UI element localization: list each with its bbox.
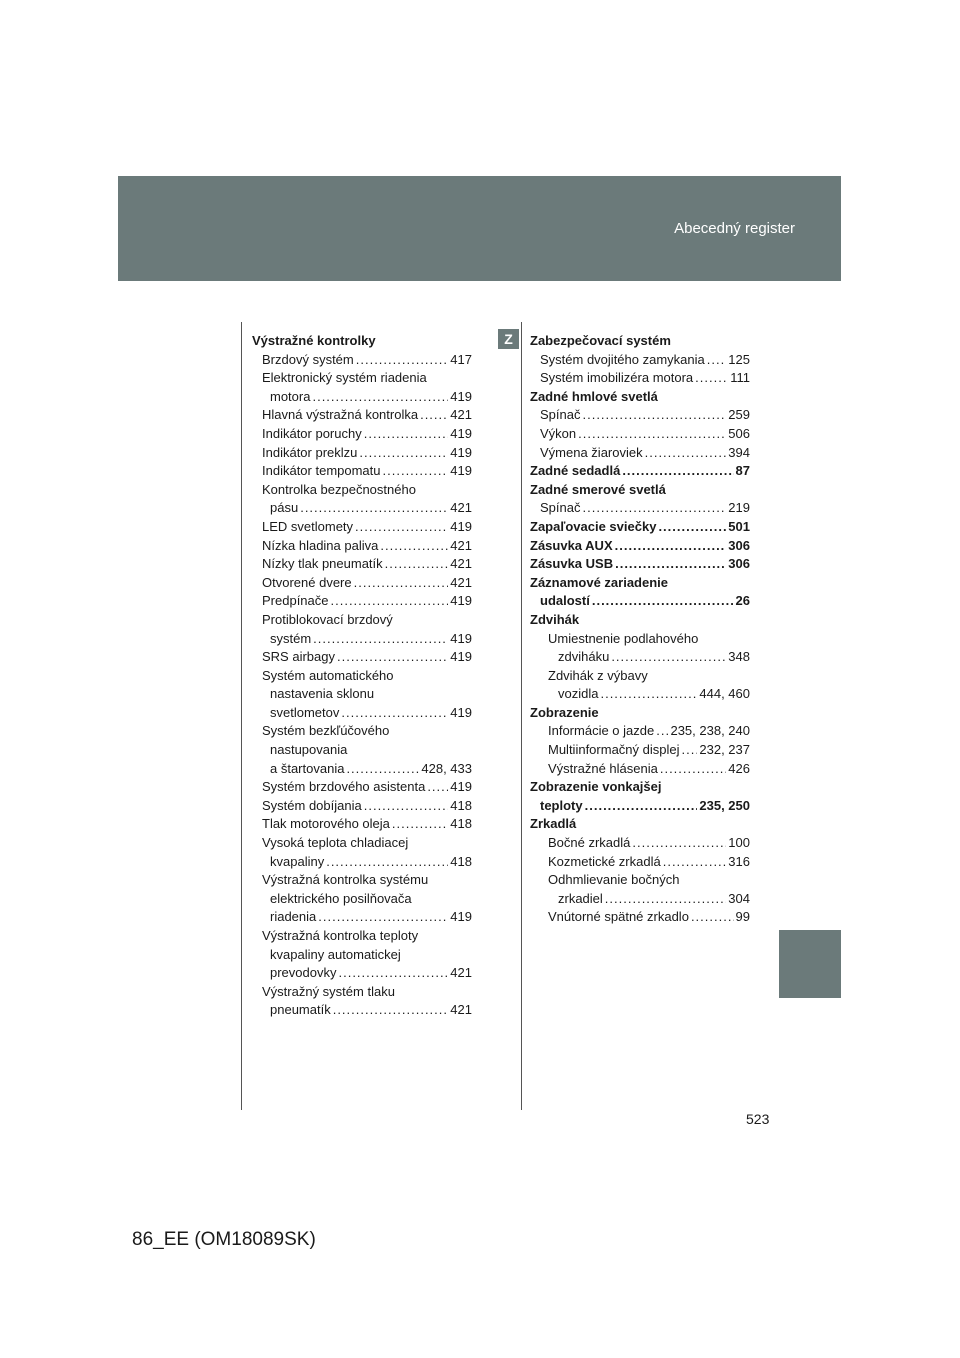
entry-label: Protiblokovací brzdový [262,611,393,627]
index-heading [252,871,472,890]
index-entry [530,592,750,611]
index-heading [252,685,472,704]
entry-label: riadenia [270,909,317,925]
index-heading [530,704,750,723]
entry-label: Zásuvka AUX [530,537,613,553]
dot-leader [364,797,449,816]
index-entry [530,890,750,909]
entry-page-ref: 421 [450,574,472,590]
index-heading [252,611,472,630]
dot-leader [682,741,698,760]
entry-page-ref: 444, 460 [699,686,750,702]
entry-page-ref: 304 [728,890,750,906]
index-entry [530,741,750,760]
dot-leader [582,406,726,425]
entry-label: Indikátor poruchy [262,425,362,441]
dot-leader [707,351,727,370]
dot-leader [300,499,448,518]
entry-label: Indikátor preklzu [262,444,358,460]
dot-leader [632,834,726,853]
entry-page-ref: 428, 433 [421,760,472,776]
entry-label: Zobrazenie [530,704,599,720]
entry-page-ref: 306 [728,537,750,553]
entry-label: Systém brzdového asistenta [262,779,426,795]
entry-label: Elektronický systém riadenia [262,370,427,386]
index-entry [252,1001,472,1020]
index-entry [252,574,472,593]
index-heading [252,834,472,853]
dot-leader [337,648,448,667]
entry-label: svetlometov [270,704,340,720]
index-entry [252,425,472,444]
entry-label: zdviháku [558,649,610,665]
dot-leader [326,853,448,872]
entry-page-ref: 426 [728,760,750,776]
entry-page-ref: 125 [728,351,750,367]
entry-label: SRS airbagy [262,649,335,665]
entry-label: prevodovky [270,965,337,981]
entry-page-ref: 348 [728,649,750,665]
dot-leader [578,425,726,444]
index-entry [252,815,472,834]
entry-page-ref: 259 [728,407,750,423]
index-entry [252,388,472,407]
entry-page-ref: 419 [450,463,472,479]
entry-page-ref: 419 [450,649,472,665]
entry-page-ref: 316 [728,853,750,869]
index-heading [252,667,472,686]
header-title: Abecedný register [674,220,795,237]
index-column-left [252,332,472,1020]
entry-page-ref: 235, 238, 240 [670,723,750,739]
index-entry [252,704,472,723]
dot-leader [585,797,698,816]
dot-leader [341,704,448,723]
dot-leader [385,555,449,574]
entry-label: Spínač [540,407,581,423]
entry-page-ref: 232, 237 [699,742,750,758]
dot-leader [656,722,668,741]
entry-label: pásu [270,500,299,516]
entry-label: Brzdový systém [262,351,354,367]
dot-leader [364,425,449,444]
index-heading [530,815,750,834]
dot-leader [658,518,726,537]
index-entry [530,425,750,444]
index-entry [252,537,472,556]
entry-label: Výmena žiaroviek [540,444,643,460]
entry-label: Tlak motorového oleja [262,816,390,832]
entry-label: Kontrolka bezpečnostného [262,481,416,497]
entry-label: Vnútorné spätné zrkadlo [548,909,689,925]
entry-label: LED svetlomety [262,518,354,534]
dot-leader [313,630,448,649]
dot-leader [380,537,448,556]
dot-leader [622,462,733,481]
entry-label: Kozmetické zrkadlá [548,853,661,869]
index-heading [530,778,750,797]
entry-page-ref: 418 [450,853,472,869]
entry-page-ref: 417 [450,351,472,367]
index-heading [252,332,472,351]
entry-page-ref: 419 [450,593,472,609]
index-entry [530,499,750,518]
entry-page-ref: 421 [450,500,472,516]
index-entry [530,685,750,704]
entry-label: teploty [540,797,583,813]
entry-label: motora [270,388,311,404]
index-heading [530,630,750,649]
dot-leader [312,388,448,407]
entry-page-ref: 419 [450,444,472,460]
dot-leader [354,574,449,593]
index-heading [252,890,472,909]
index-heading [252,946,472,965]
entry-label: Systém automatického [262,667,394,683]
entry-label: Bočné zrkadlá [548,835,631,851]
index-column-right [530,332,750,927]
page-number: 523 [746,1111,770,1127]
entry-page-ref: 419 [450,518,472,534]
index-entry [252,592,472,611]
entry-label: Systém bezkľúčového [262,723,390,739]
column-divider-middle [521,322,522,1110]
entry-label: kvapaliny [270,853,325,869]
index-entry [252,778,472,797]
index-heading [530,611,750,630]
index-heading [530,481,750,500]
index-entry [252,499,472,518]
entry-label: Informácie o jazde [548,723,655,739]
entry-label: nastavenia sklonu [270,686,375,702]
entry-page-ref: 394 [728,444,750,460]
entry-page-ref: 421 [450,407,472,423]
entry-label: kvapaliny automatickej [270,946,401,962]
entry-page-ref: 306 [728,556,750,572]
index-entry [252,444,472,463]
entry-label: udalostí [540,593,590,609]
entry-label: Zrkadlá [530,816,577,832]
index-entry [252,760,472,779]
index-entry [252,797,472,816]
dot-leader [605,890,727,909]
index-heading [530,871,750,890]
index-entry [530,797,750,816]
entry-page-ref: 418 [450,797,472,813]
entry-page-ref: 419 [450,909,472,925]
index-entry [252,462,472,481]
entry-page-ref: 421 [450,556,472,572]
dot-leader [359,444,448,463]
entry-label: systém [270,630,312,646]
dot-leader [392,815,448,834]
entry-page-ref: 100 [728,835,750,851]
index-heading [530,667,750,686]
section-letter-badge: Z [498,329,519,349]
entry-page-ref: 26 [735,593,750,609]
index-entry [530,537,750,556]
index-entry [530,462,750,481]
entry-label: Zásuvka USB [530,556,614,572]
dot-leader [600,685,697,704]
index-entry [530,760,750,779]
entry-page-ref: 219 [728,500,750,516]
index-heading [252,722,472,741]
dot-leader [592,592,734,611]
entry-page-ref: 111 [730,370,750,386]
dot-leader [695,369,728,388]
column-divider-left [241,322,242,1110]
dot-leader [660,760,726,779]
index-entry [252,406,472,425]
index-heading [252,927,472,946]
dot-leader [615,555,726,574]
entry-label: Predpínače [262,593,329,609]
entry-page-ref: 419 [450,388,472,404]
entry-label: Nízky tlak pneumatík [262,556,383,572]
entry-label: Systém dobíjania [262,797,362,813]
entry-label: Zdvihák [530,611,580,627]
index-heading [530,388,750,407]
index-entry [530,369,750,388]
dot-leader [333,1001,449,1020]
dot-leader [663,853,727,872]
entry-page-ref: 501 [728,518,750,534]
index-heading [530,574,750,593]
index-heading [252,481,472,500]
index-entry [252,351,472,370]
dot-leader [383,462,449,481]
entry-label: Multiinformačný displej [548,742,680,758]
dot-leader [331,592,449,611]
index-entry [530,853,750,872]
entry-label: Indikátor tempomatu [262,463,381,479]
entry-page-ref: 418 [450,816,472,832]
entry-label: Hlavná výstražná kontrolka [262,407,419,423]
dot-leader [346,760,419,779]
entry-label: Systém dvojitého zamykania [540,351,705,367]
entry-label: Zadné hmlové svetlá [530,388,658,404]
entry-label: Výstražný systém tlaku [262,983,395,999]
entry-page-ref: 87 [735,463,750,479]
index-entry [252,853,472,872]
index-entry [530,444,750,463]
entry-label: Vysoká teplota chladiacej [262,835,409,851]
entry-label: vozidla [558,686,599,702]
entry-label: a štartovania [270,760,345,776]
entry-page-ref: 421 [450,537,472,553]
entry-label: Zadné sedadlá [530,463,621,479]
entry-page-ref: 419 [450,425,472,441]
dot-leader [355,518,448,537]
index-entry [252,518,472,537]
index-entry [530,908,750,927]
entry-label: Výstražné kontrolky [252,333,376,348]
entry-label: pneumatík [270,1002,331,1018]
dot-leader [338,964,448,983]
entry-label: Odhmlievanie bočných [548,872,680,888]
index-entry [530,351,750,370]
index-entry [530,406,750,425]
index-entry [530,555,750,574]
index-entry [252,908,472,927]
entry-label: Umiestnenie podlahového [548,630,699,646]
entry-page-ref: 421 [450,1002,472,1018]
index-heading [252,369,472,388]
entry-page-ref: 235, 250 [699,797,750,813]
dot-leader [318,908,448,927]
dot-leader [420,406,448,425]
entry-label: Výstražné hlásenia [548,760,658,776]
entry-page-ref: 419 [450,630,472,646]
index-entry [252,630,472,649]
entry-label: nastupovania [270,742,348,758]
entry-label: Zadné smerové svetlá [530,481,666,497]
index-entry [252,964,472,983]
entry-page-ref: 419 [450,704,472,720]
index-entry [530,722,750,741]
index-entry [252,648,472,667]
index-entry [530,518,750,537]
index-entry [530,834,750,853]
entry-label: elektrického posilňovača [270,890,412,906]
entry-label: Otvorené dvere [262,574,352,590]
dot-leader [427,778,448,797]
dot-leader [645,444,727,463]
index-entry [252,555,472,574]
index-entry [530,648,750,667]
entry-label: zrkadiel [558,890,603,906]
entry-page-ref: 421 [450,965,472,981]
entry-page-ref: 419 [450,779,472,795]
dot-leader [582,499,726,518]
entry-label: Zdvihák z výbavy [548,667,648,683]
entry-label: Zapaľovacie sviečky [530,518,657,534]
entry-page-ref: 506 [728,425,750,441]
chapter-thumb-tab [779,930,841,998]
entry-label: Zabezpečovací systém [530,333,671,348]
entry-label: Systém imobilizéra motora [540,370,694,386]
dot-leader [691,908,734,927]
dot-leader [611,648,726,667]
entry-label: Výstražná kontrolka teploty [262,928,419,943]
entry-label: Záznamové zariadenie [530,574,668,590]
dot-leader [615,537,727,556]
entry-label: Nízka hladina paliva [262,537,379,553]
index-heading [252,741,472,760]
document-code: 86_EE (OM18089SK) [132,1229,316,1250]
index-heading [252,983,472,1002]
dot-leader [356,351,449,370]
index-heading [530,332,750,351]
entry-label: Zobrazenie vonkajšej [530,779,662,795]
entry-label: Spínač [540,500,581,516]
entry-page-ref: 99 [735,909,750,925]
entry-label: Výstražná kontrolka systému [262,872,429,888]
entry-label: Výkon [540,425,577,441]
header-band [118,176,841,281]
